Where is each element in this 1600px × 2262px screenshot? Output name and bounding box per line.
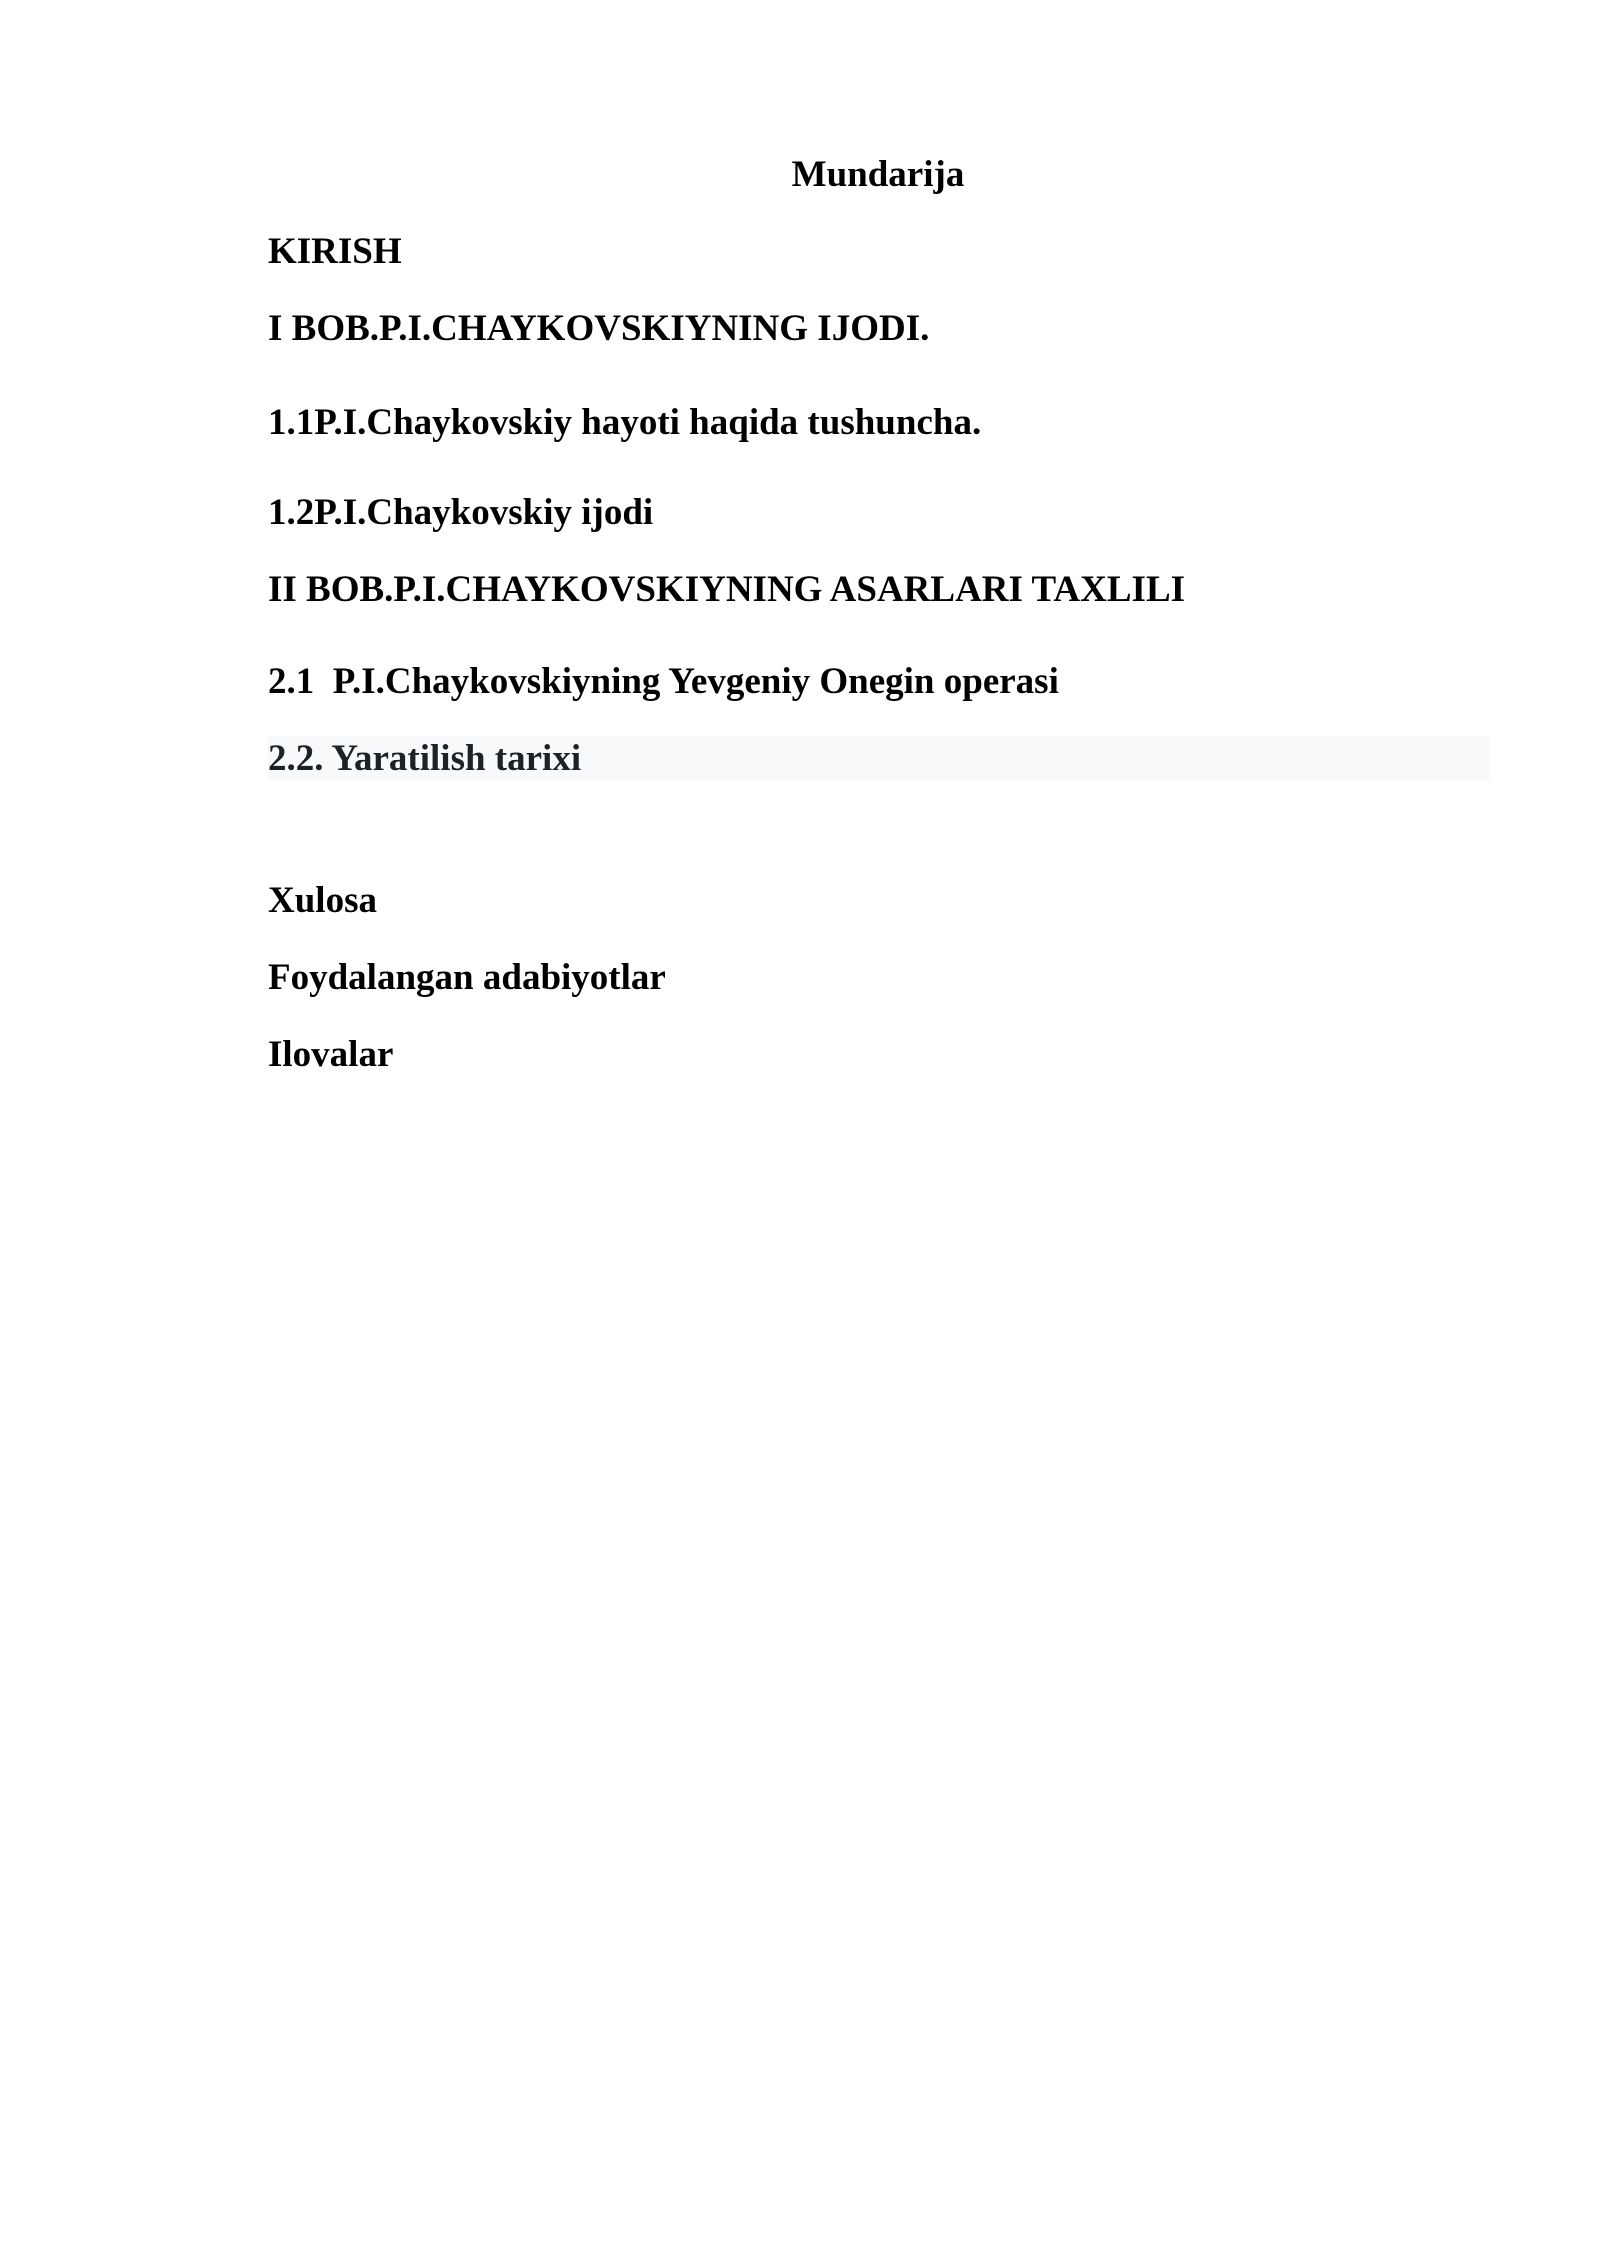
toc-entry-kirish: KIRISH xyxy=(268,231,402,272)
page-title: Mundarija xyxy=(791,154,965,195)
toc-entry-references: Foydalangan adabiyotlar xyxy=(268,957,666,998)
toc-entry-chapter-2: II BOB.P.I.CHAYKOVSKIYNING ASARLARI TAXLILI xyxy=(268,569,1186,610)
toc-entry-section-1-1: 1.1P.I.Chaykovskiy hayoti haqida tushuncha. xyxy=(268,402,982,443)
toc-entry-section-2-2: 2.2. Yaratilish tarixi xyxy=(268,738,582,779)
toc-entry-appendices: Ilovalar xyxy=(268,1034,394,1075)
toc-entry-section-1-2: 1.2P.I.Chaykovskiy ijodi xyxy=(268,492,654,533)
toc-entry-chapter-1: I BOB.P.I.CHAYKOVSKIYNING IJODI. xyxy=(268,308,930,349)
toc-entry-section-2-1: 2.1 P.I.Chaykovskiyning Yevgeniy Onegin operasi xyxy=(268,661,1059,702)
toc-entry-xulosa: Xulosa xyxy=(268,880,377,921)
